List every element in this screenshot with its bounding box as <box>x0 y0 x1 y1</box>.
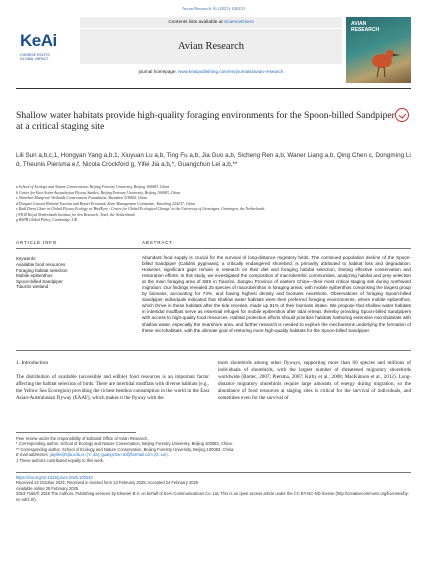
intro-left-column: The distribution of available (accessible and edible) food resources is an important factor affecting the habitat selection of birds. There are intertidal mudflats with diverse habitats (e.g., the Yellow Sea Ecoregion) providing the richest benthos consumption in the world in the East Asian-Australasian Flyway (EAAF), which makes it the flyway with the <box>16 374 209 401</box>
publisher-tagline: CHINESE ROOTS GLOBAL IMPACT <box>20 53 50 62</box>
publisher-logo[interactable] <box>16 29 76 73</box>
abstract-heading: ABSTRACT <box>142 240 173 245</box>
article-title: Shallow water habitats provide high-quality foraging environments for the Spoon-billed Sandpiper at a critical staging site <box>16 110 395 133</box>
publisher-logo-text: KeAi <box>20 31 57 50</box>
keyword: Tiaozini wetland <box>16 284 49 289</box>
cover-title: AVIAN RESEARCH <box>351 21 380 33</box>
homepage-link[interactable]: www.keaipublishing.com/en/journals/avian-research <box>177 69 284 74</box>
doi-link[interactable]: https://doi.org/10.1016/j.avrs.2025.100233 <box>16 475 93 480</box>
corresponding-author-1: * Corresponding author. School of Ecology and Nature Conservation, Beijing Forestry University, Beijing 100083, China. <box>16 441 233 447</box>
check-updates-icon[interactable] <box>395 108 409 122</box>
equal-contribution-note: 1 These authors contributed equally to this work. <box>16 457 104 463</box>
affiliations <box>16 185 411 224</box>
header-rule <box>16 88 411 89</box>
keyword: Spoon-billed Sandpiper <box>16 278 63 284</box>
affiliation: c Shenzhen Mangrove Wetlands Conservation Foundation, Shenzhen 518000, China <box>16 196 148 200</box>
keyword: Mobile epibenthos <box>16 273 53 278</box>
keyword: Available food resources <box>16 262 66 267</box>
available-online: Available online 28 February 2025 <box>16 485 79 491</box>
section-rule <box>16 248 411 249</box>
sciencedirect-link[interactable]: ScienceDirect <box>224 20 254 25</box>
journal-header <box>16 17 411 83</box>
affiliation: a School of Ecology and Nature Conservation, Beijing Forestry University, Beijing 100083, China <box>16 185 170 189</box>
section-rule <box>16 350 411 351</box>
journal-banner <box>80 17 342 83</box>
article-dates <box>16 475 411 502</box>
journal-name: Avian Research <box>80 29 342 64</box>
affiliation: g RSPB Global Policy, Cambridge, UK <box>16 218 78 222</box>
affiliation: f NIOZ Royal Netherlands Institute for Sea Research, Texel, the Netherlands <box>16 212 135 217</box>
keyword: Foraging habitat selection <box>16 267 68 273</box>
affiliation: b Center for East Asian-Australasian Flyway Studies, Beijing Forestry University, Beijing 100083, China <box>16 190 181 195</box>
author-list: Lili Sun a,b,c,1, Hongyan Yang a,b,1, Xiuyuan Lu a,b, Ting Fu a,b, Jia Guo a,b, Sicheng Ren a,b, Waner Liang a,b, Qing Chen c, Dongming Li d, Theunis Piersma e,f, Nicola Crockford g, Yifei Jia a,b,*, Guangchun Lei a,b,** <box>16 152 411 168</box>
corresponding-author-2: ** Corresponding author. School of Ecology and Nature Conservation, Beijing Forestry University, Beijing 100083, China. <box>16 446 235 452</box>
footnote-rule <box>16 432 136 433</box>
contents-prefix: Contents lists available at <box>168 20 225 25</box>
running-header: Avian Research 16 (2025) 100233 <box>182 6 245 11</box>
affiliation: d Dongtai Coastal Wetland Tourism and Resort Economic Zone Management Committee, Yancheng 224237, China <box>16 201 196 206</box>
intro-right-column: most shorebirds among other flyways, supporting more than 60 species and millions of individuals of shorebirds, with the largest number of threatened migratory shorebirds worldwide (Bartec, 2007; Piersma, 2007; Kirby et al., 2008; MacKinnon et al., 2012). Long-distance migratory shorebirds require large amounts of energy during migration, so the abundance of food resources at staging sites is critical for the survival of individuals, and sometimes even for the survival of <box>218 360 411 401</box>
email-addresses[interactable]: jiayifei@bjfu.edu.cn (Y. Jia), guangchun.lei@foxmail.com (G. Lei). <box>49 452 169 458</box>
email-label: E-mail addresses: <box>16 452 50 458</box>
license-text: 2053-7166/© 2025 The Authors. Publishing services by Elsevier B.V. on behalf of KeAi Communications Co. Ltd. This is an open access article under the CC BY-NC-ND license (http://creativecommons.org/licenses/by-nc-nd/4.0/). <box>16 491 410 502</box>
homepage-prefix: journal homepage: <box>138 69 178 74</box>
bird-illustration <box>346 17 411 83</box>
homepage-line <box>80 69 342 74</box>
journal-cover-image[interactable] <box>346 17 411 83</box>
keyword-list <box>16 262 136 290</box>
abstract-text: Abundant food supply is crucial for the survival of long-distance migratory birds. The continued population decline of the Spoon-billed Sandpiper (Calidris pygmaea), a critically endangered shorebird, is primarily attributed to habitat loss and degradation. However, significant gaps remain in research on their diet and foraging habitat selection, limiting effective conservation and restoration efforts. In this study, we investigated the composition of macrobenthic communities, analyzing habitat and prey selection at the main foraging area of SBS in Tiaozini, Jiangsu Province of eastern China—their most critical staging site during northward migration. Our findings revealed 25 species of macrobenthos in foraging areas, with mobile epibenthos comprising the largest group by biomass, accounting for 73%, and having highest density and biomass nearshore. Observations of foraging Spoon-billed Sandpiper individuals indicated that shallow water habitats were their preferred foraging environments, where mobile epibenthos, which thrive in these habitats after the tide recedes, made up 81% of their biomass intake. We propose that shallow water habitats in intertidal mudflats serve as essential refuges for mobile epibenthos after tidal retreat, thereby providing Spoon-billed Sandpipers with access to high-quality food resources. Habitat protection efforts should prioritize habitats harboring extensive microhabitats with shallow water, especially the nearshore area, and further research is needed to explore the mechanisms underlying the formation of these microhabitats, with the ultimate goal of restoring more high-quality habitats for the Spoon-billed Sandpiper. <box>142 255 411 333</box>
introduction-heading: 1. Introduction <box>16 360 49 366</box>
contents-line <box>80 17 342 28</box>
peer-review-note: Peer review under the responsibility of Editorial Office of Avian Research. <box>16 436 149 441</box>
footnote-rule <box>16 472 411 473</box>
affiliation: e Rudi Drent Chair in Global Flyway Ecology at 'BirdEyes - Centre for Global Ecological Change' at the University of Groningen, Groningen, the Netherlands <box>16 207 265 211</box>
article-info-heading: ARTICLE INFO <box>16 240 58 245</box>
keywords-label: Keywords: <box>16 256 37 261</box>
received-dates: Received 22 October 2024; Received in revised form 13 February 2025; Accepted 24 February 2025 <box>16 480 199 486</box>
footnotes <box>16 436 411 463</box>
